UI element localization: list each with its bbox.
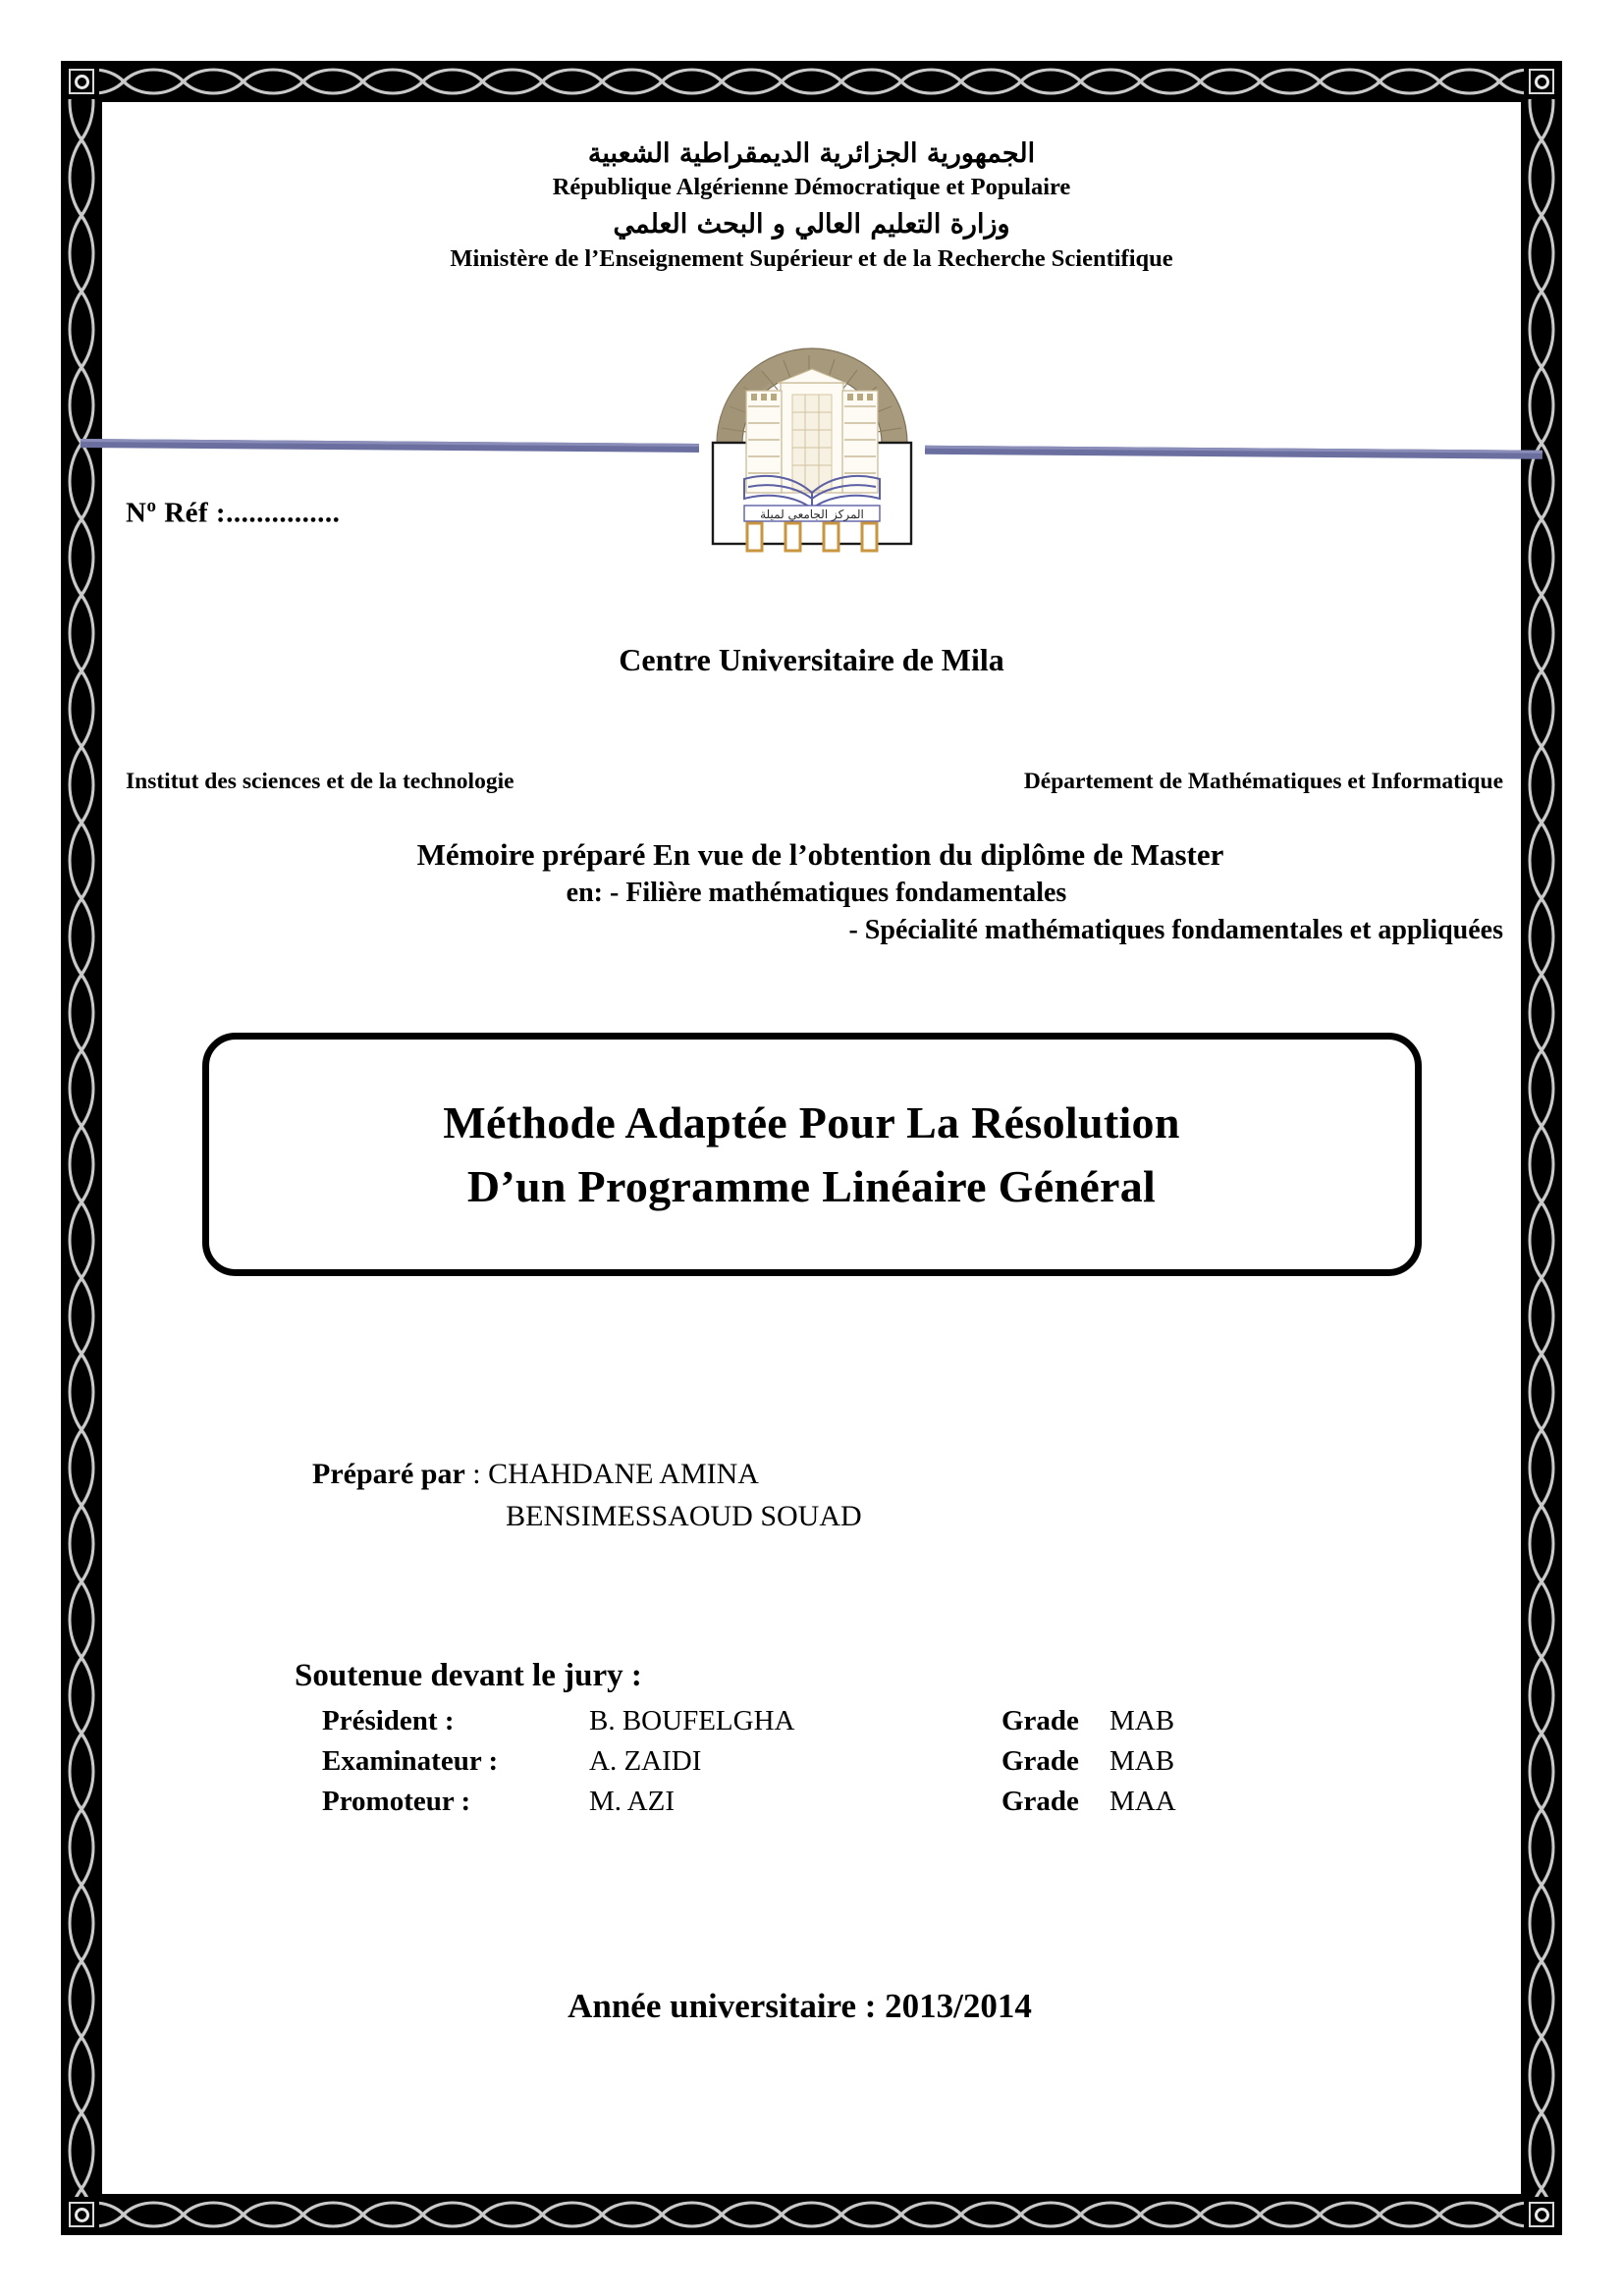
ref-n: N <box>126 497 147 529</box>
arabic-ministry-line: وزارة التعليم العالي و البحث العلمي <box>613 209 1010 240</box>
corner-medallion-top-right-icon <box>1524 64 1559 99</box>
jury-role: Examinateur : <box>322 1745 499 1778</box>
institute-label: Institut des sciences et de la technologie <box>126 769 514 795</box>
jury-role: Promoteur : <box>322 1786 471 1818</box>
thesis-title-box <box>202 1033 1422 1276</box>
border-band-left-icon <box>64 64 99 2232</box>
jury-role: Président : <box>322 1704 455 1736</box>
degree-block <box>108 834 1515 948</box>
corner-medallion-bottom-left-icon <box>64 2197 99 2232</box>
jury-row <box>295 1782 1515 1822</box>
affiliation-row <box>108 769 1515 795</box>
jury-grade-label: Grade <box>1001 1704 1079 1736</box>
university-logo <box>699 296 925 554</box>
border-band-top-icon <box>64 64 1559 99</box>
corner-medallion-top-left-icon <box>64 64 99 99</box>
author-name-2: BENSIMESSAOUD SOUAD <box>506 1500 862 1533</box>
authors-label: Préparé par <box>312 1457 465 1490</box>
degree-line-1: Mémoire préparé En vue de l’obtention du diplôme de Master <box>416 837 1224 873</box>
arabic-republic-line: الجمهورية الجزائرية الديمقراطية الشعبية <box>587 138 1036 169</box>
border-band-bottom-icon <box>64 2197 1559 2232</box>
university-name: Centre Universitaire de Mila <box>619 642 1004 678</box>
reference-number-label <box>126 496 340 530</box>
logo-zone <box>108 296 1515 591</box>
french-republic-line: République Algérienne Démocratique et Populaire <box>552 173 1071 200</box>
thesis-title-line-1: Méthode Adaptée Pour La Résolution <box>443 1096 1180 1148</box>
svg-text:المركز الجامعي لميلة: المركز الجامعي لميلة <box>759 507 864 522</box>
ref-rest: Réf :............... <box>156 497 341 529</box>
corner-medallion-bottom-right-icon <box>1524 2197 1559 2232</box>
degree-line-2: en: - Filière mathématiques fondamentales <box>566 878 1067 909</box>
author-name-1: CHAHDANE AMINA <box>488 1457 759 1490</box>
jury-row <box>295 1701 1515 1741</box>
jury-grade-label: Grade <box>1001 1745 1079 1778</box>
department-label: Département de Mathématiques et Informatique <box>1023 769 1503 795</box>
authors-block <box>108 1453 1515 1538</box>
jury-member-name: M. AZI <box>589 1786 675 1818</box>
header-block <box>108 137 1515 275</box>
jury-grade-value: MAB <box>1109 1704 1175 1736</box>
jury-grade-value: MAB <box>1109 1745 1175 1778</box>
jury-grade-value: MAA <box>1109 1786 1176 1818</box>
ref-sup: o <box>146 496 157 516</box>
jury-member-name: B. BOUFELGHA <box>589 1704 795 1736</box>
degree-line-3: - Spécialité mathématiques fondamentales et appliquées <box>848 914 1503 945</box>
thesis-title-line-2: D’un Programme Linéaire Général <box>466 1160 1157 1211</box>
jury-grade-label: Grade <box>1001 1786 1079 1818</box>
page-content <box>108 108 1515 2188</box>
jury-row <box>295 1741 1515 1782</box>
french-ministry-line: Ministère de l’Enseignement Supérieur et de la Recherche Scientifique <box>450 244 1173 272</box>
jury-member-name: A. ZAIDI <box>589 1745 702 1778</box>
jury-block <box>108 1658 1515 1823</box>
academic-year-line: Année universitaire : 2013/2014 <box>568 1987 1032 2026</box>
jury-title: Soutenue devant le jury : <box>295 1657 642 1693</box>
authors-separator: : <box>464 1457 489 1490</box>
border-band-right-icon <box>1524 64 1559 2232</box>
authors-names <box>488 1453 862 1538</box>
